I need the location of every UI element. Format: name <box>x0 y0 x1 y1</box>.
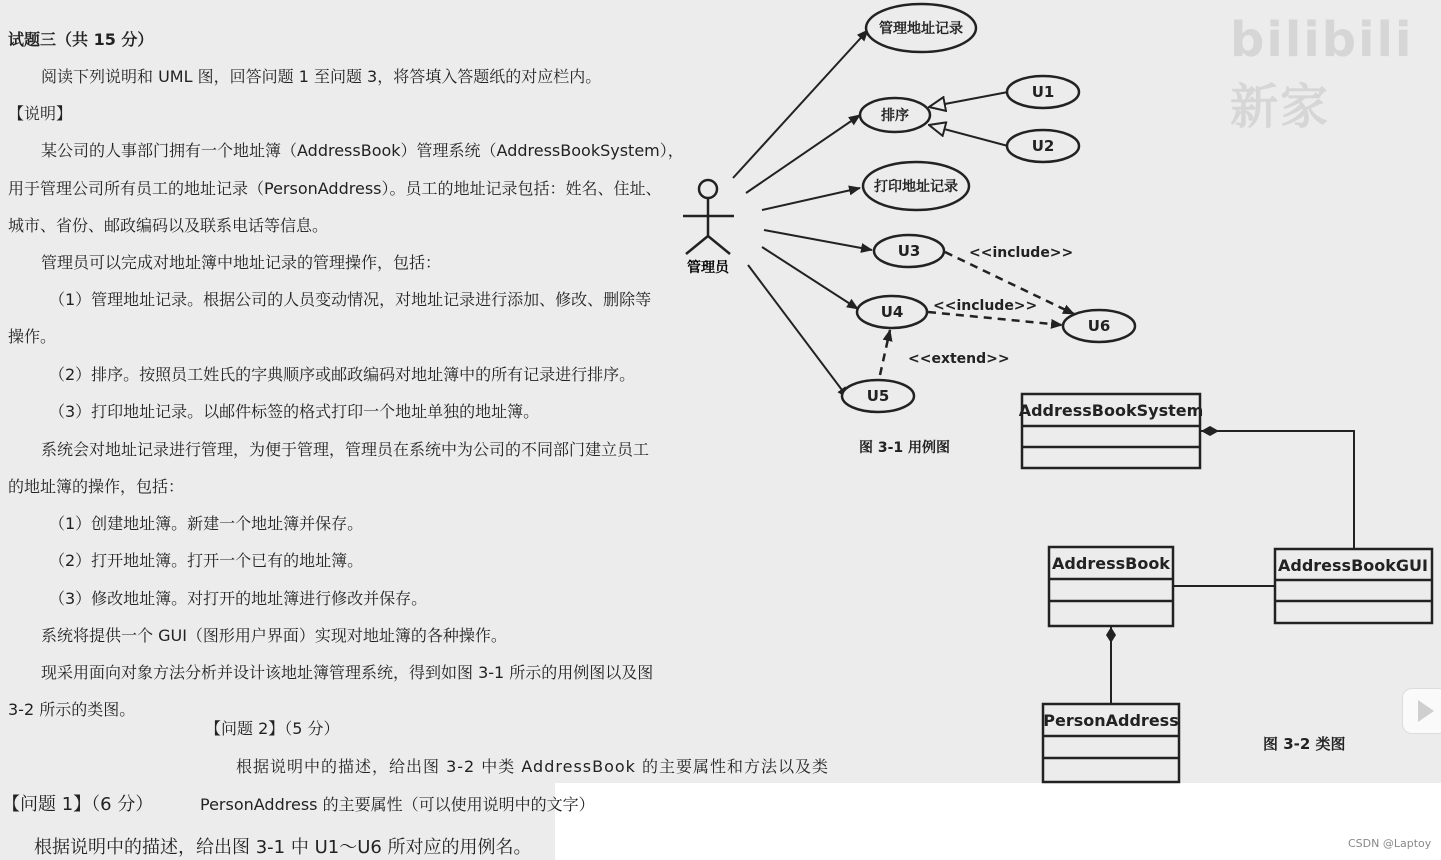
class-name: AddressBookSystem <box>1018 401 1204 420</box>
figure-3-2-caption: 图 3-2 类图 <box>1263 735 1346 753</box>
question-1-text: 根据说明中的描述，给出图 3-1 中 U1～U6 所对应的用例名。 <box>34 837 532 858</box>
aggregation-diamond <box>1201 426 1219 436</box>
paragraph-line: 系统会对地址记录进行管理，为便于管理，管理员在系统中为公司的不同部门建立员工 <box>41 440 650 459</box>
actor-stick-figure <box>683 180 734 254</box>
paragraph-line: 城市、省份、邮政编码以及联系电话等信息。 <box>8 216 329 235</box>
list-item: （3）打印地址记录。以邮件标签的格式打印一个地址单独的地址簿。 <box>49 402 540 421</box>
paragraph-line: 3-2 所示的类图。 <box>8 700 136 719</box>
use-case-u6-label: U6 <box>1087 317 1111 335</box>
aggregation-diamond <box>1106 627 1116 643</box>
question-2-text: 根据说明中的描述，给出图 3-2 中类 AddressBook 的主要属性和方法以及类 <box>236 757 830 776</box>
csdn-credit: CSDN @Laptoy <box>1348 837 1432 850</box>
paragraph-line: 系统将提供一个 GUI（图形用户界面）实现对地址簿的各种操作。 <box>41 626 507 645</box>
paragraph-line: 的地址簿的操作，包括： <box>8 477 185 496</box>
class-name: AddressBook <box>1052 554 1170 573</box>
include-label: <<include>> <box>969 245 1074 261</box>
list-item: （1）管理地址记录。根据公司的人员变动情况，对地址记录进行添加、修改、删除等 <box>49 290 652 309</box>
use-case-u1-label: U1 <box>1031 83 1055 101</box>
intro-text: 阅读下列说明和 UML 图，回答问题 1 至问题 3，将答填入答题纸的对应栏内。 <box>41 67 602 86</box>
include-label: <<include>> <box>933 298 1038 314</box>
list-item: （3）修改地址簿。对打开的地址簿进行修改并保存。 <box>49 589 428 608</box>
use-case-print-label: 打印地址记录 <box>874 179 958 195</box>
question-2-text: PersonAddress 的主要属性（可以使用说明中的文字） <box>200 795 595 814</box>
use-case-u3-label: U3 <box>897 242 921 260</box>
section-label: 【说明】 <box>8 104 73 123</box>
list-item: （2）打开地址簿。打开一个已有的地址簿。 <box>49 551 364 570</box>
play-icon[interactable] <box>1402 688 1441 734</box>
class-name: PersonAddress <box>1043 711 1179 730</box>
question-heading: 试题三（共 15 分） <box>8 30 154 49</box>
paragraph-line: 管理员可以完成对地址簿中地址记录的管理操作，包括： <box>41 253 442 272</box>
use-case-sort-label: 排序 <box>881 108 909 124</box>
question-1-title: 【问题 1】（6 分） <box>2 794 154 815</box>
list-item: （2）排序。按照员工姓氏的字典顺序或邮政编码对地址簿中的所有记录进行排序。 <box>49 365 636 384</box>
paragraph-line: 用于管理公司所有员工的地址记录（PersonAddress）。员工的地址记录包括：姓名、住址、 <box>8 179 662 198</box>
use-case-u5-label: U5 <box>866 387 890 405</box>
list-item: 操作。 <box>8 327 57 346</box>
bilibili-watermark: bilibili 新家 <box>1230 12 1414 135</box>
figure-3-1-caption: 图 3-1 用例图 <box>859 440 951 456</box>
extend-label: <<extend>> <box>908 351 1010 367</box>
use-case-u4-label: U4 <box>880 303 904 321</box>
use-case-manage-label: 管理地址记录 <box>879 21 963 37</box>
list-item: （1）创建地址簿。新建一个地址簿并保存。 <box>49 514 364 533</box>
class-name: AddressBookGUI <box>1278 556 1428 575</box>
actor-label: 管理员 <box>687 260 729 276</box>
paragraph-line: 某公司的人事部门拥有一个地址簿（AddressBook）管理系统（AddressBookSystem）， <box>41 141 684 160</box>
paragraph-line: 现采用面向对象方法分析并设计该地址簿管理系统，得到如图 3-1 所示的用例图以及图 <box>41 663 654 682</box>
question-2-title: 【问题 2】（5 分） <box>205 719 340 738</box>
use-case-u2-label: U2 <box>1031 137 1055 155</box>
association-lines <box>733 30 1008 398</box>
